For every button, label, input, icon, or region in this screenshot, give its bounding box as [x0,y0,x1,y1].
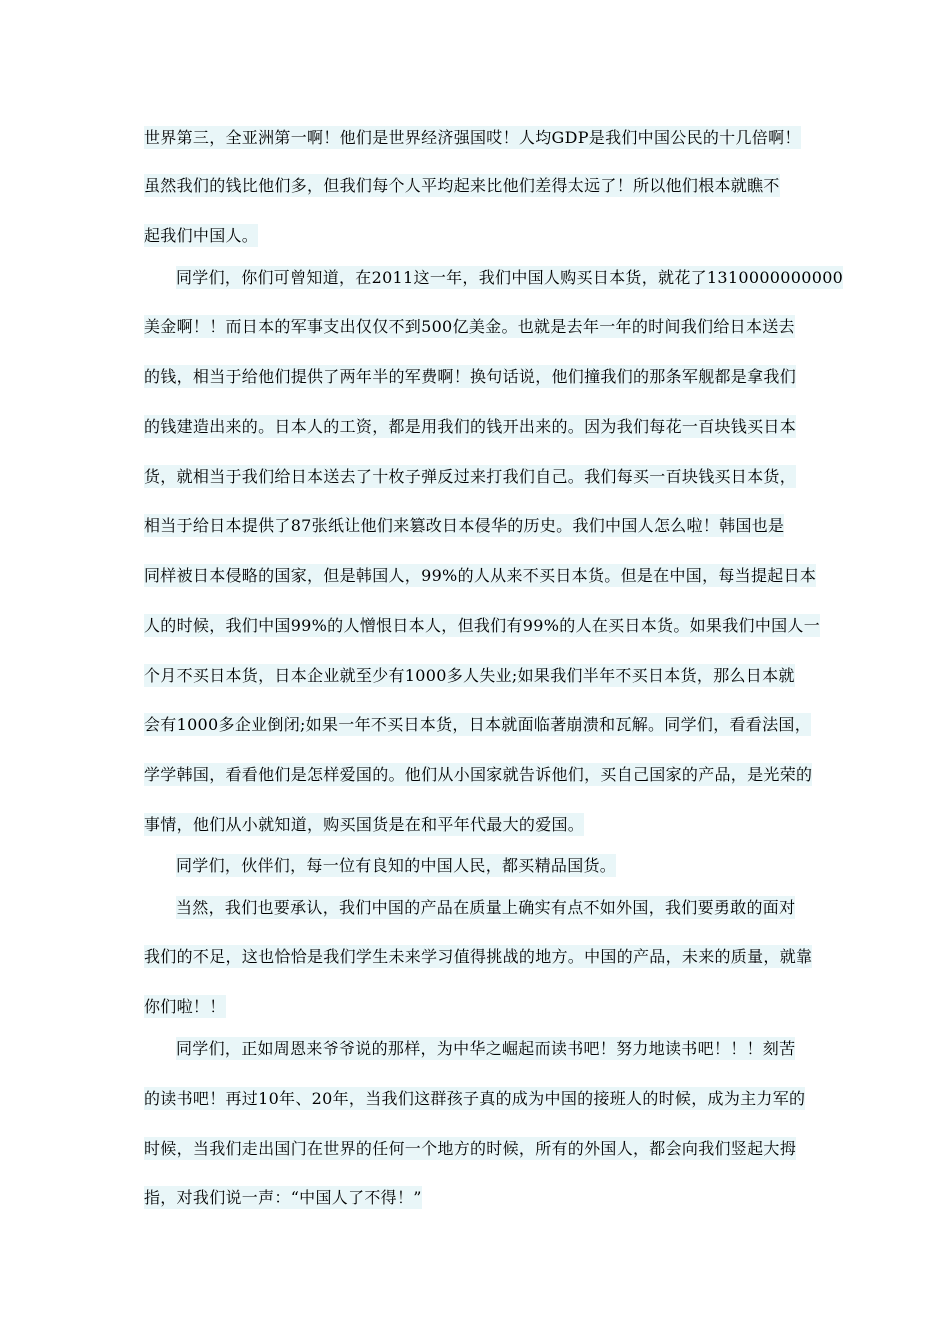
paragraph-first-line [176,852,616,880]
text-line [144,313,795,341]
text-line [144,993,226,1021]
text-line [144,363,796,391]
text-line [144,711,811,739]
text-line [144,662,795,690]
paragraph-first-line [176,894,795,922]
text-line-content: 当然，我们也要承认，我们中国的产品在质量上确实有点不如外国，我们要勇敢的面对 [176,898,796,917]
text-line [144,761,812,789]
text-line [144,413,796,441]
text-line [144,222,258,250]
text-line-content: 同样被日本侵略的国家，但是韩国人，99%的人从来不买日本货。但是在中国，每当提起日本 [144,566,817,585]
text-line-content: 时候，当我们走出国门在世界的任何一个地方的时候，所有的外国人，都会向我们竖起大拇 [144,1139,797,1158]
text-line-content: 学学韩国，看看他们是怎样爱国的。他们从小国家就告诉他们，买自己国家的产品，是光荣的 [144,765,813,784]
paragraph-first-line [176,264,843,292]
text-line [144,172,780,200]
text-line-content: 虽然我们的钱比他们多，但我们每个人平均起来比他们差得太远了！所以他们根本就瞧不 [144,176,780,195]
text-line-content: 会有1000多企业倒闭;如果一年不买日本货，日本就面临著崩溃和瓦解。同学们，看看法国， [144,715,812,734]
text-line-content: 指，对我们说一声：“中国人了不得！” [144,1188,422,1207]
text-line [144,943,812,971]
text-line-content: 的钱，相当于给他们提供了两年半的军费啊！换句话说，他们撞我们的那条军舰都是拿我们 [144,367,797,386]
text-line [144,1085,805,1113]
text-line-content: 我们的不足，这也恰恰是我们学生未来学习值得挑战的地方。中国的产品，未来的质量，就靠 [144,947,813,966]
text-line-content: 美金啊！！而日本的军事支出仅仅不到500亿美金。也就是去年一年的时间我们给日本送去 [144,317,795,336]
text-line [144,1184,422,1212]
text-line-content: 事情，他们从小就知道，购买国货是在和平年代最大的爱国。 [144,815,585,834]
text-line [144,124,801,152]
text-line-content: 世界第三，全亚洲第一啊！他们是世界经济强国哎！人均GDP是我们中国公民的十几倍啊！ [144,128,801,147]
text-line-content: 个月不买日本货，日本企业就至少有1000多人失业;如果我们半年不买日本货，那么日本就 [144,666,795,685]
text-line-content: 人的时候，我们中国99%的人憎恨日本人，但我们有99%的人在买日本货。如果我们中国人一 [144,616,821,635]
text-line [144,463,796,491]
text-line-content: 同学们，正如周恩来爷爷说的那样，为中华之崛起而读书吧！努力地读书吧！！！刻苦 [176,1039,796,1058]
text-line [144,1135,796,1163]
text-line [144,811,584,839]
paragraph-first-line [176,1035,795,1063]
text-line-content: 的读书吧！再过10年、20年，当我们这群孩子真的成为中国的接班人的时候，成为主力军的 [144,1089,806,1108]
text-line-content: 起我们中国人。 [144,226,259,245]
text-line-content: 你们啦！！ [144,997,226,1016]
text-line-content: 相当于给日本提供了87张纸让他们来篡改日本侵华的历史。我们中国人怎么啦！韩国也是 [144,516,785,535]
text-line-content: 同学们，伙伴们，每一位有良知的中国人民，都买精品国货。 [176,856,617,875]
text-line-content: 的钱建造出来的。日本人的工资，都是用我们的钱开出来的。因为我们每花一百块钱买日本 [144,417,797,436]
text-line-content: 货，就相当于我们给日本送去了十枚子弹反过来打我们自己。我们每买一百块钱买日本货， [144,467,797,486]
text-line [144,612,820,640]
text-line [144,562,816,590]
text-line-content: 同学们，你们可曾知道，在2011这一年，我们中国人购买日本货，就花了1310000000000 [176,268,844,287]
text-line [144,512,784,540]
